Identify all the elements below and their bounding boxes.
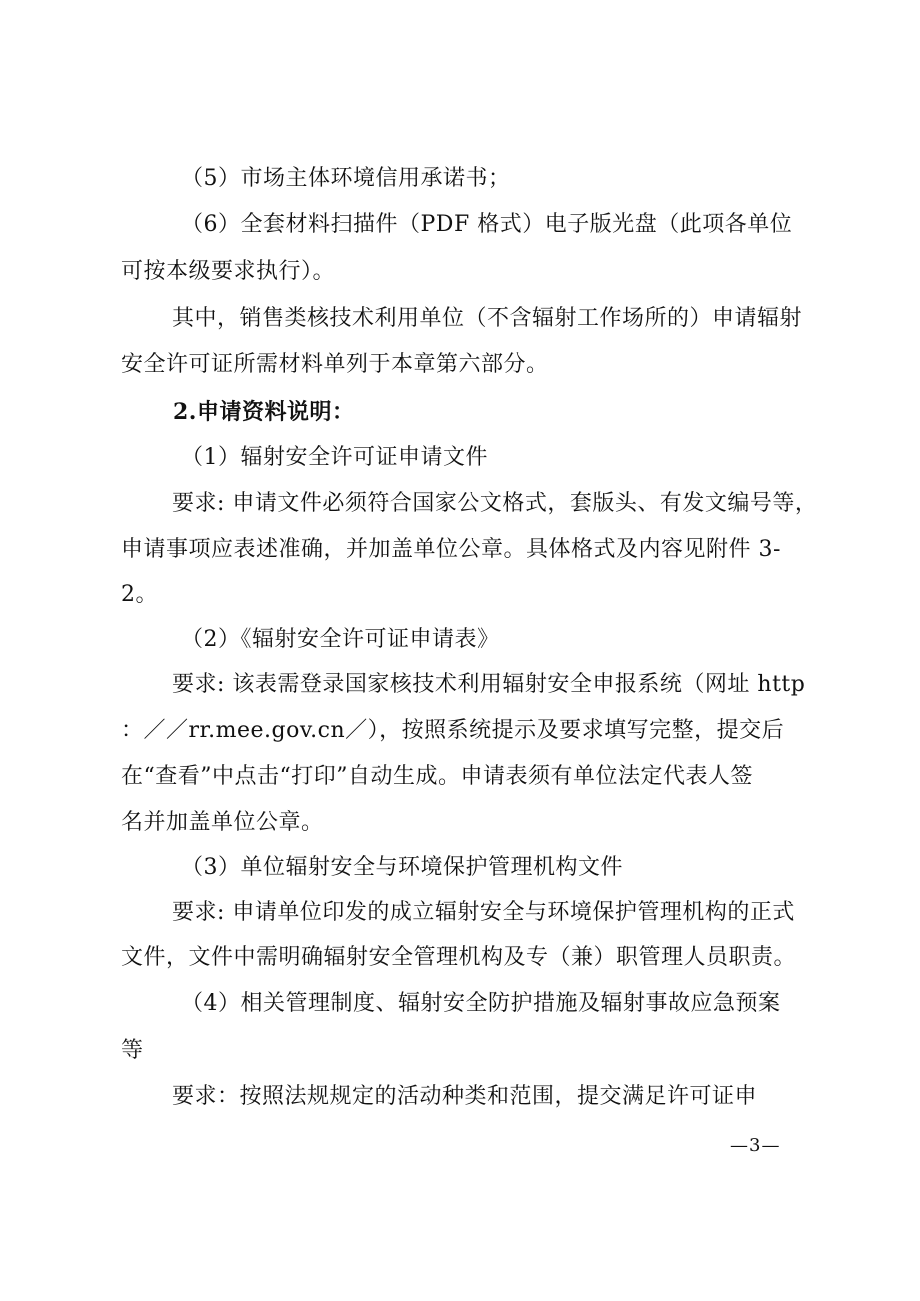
text-line-1: （5）市场主体环境信用承诺书； — [181, 166, 511, 191]
text-line-11: （2）《辐射安全许可证申请表》 — [181, 627, 500, 652]
page-number: —3— — [730, 1135, 781, 1156]
text-line-10: 2。 — [121, 582, 158, 607]
text-line-15: 名并加盖单位公章。 — [121, 810, 324, 835]
text-line-12: 要求: 该表需登录国家核技术利用辐射安全申报系统（网址 http — [172, 672, 806, 697]
text-line-8: 要求: 申请文件必须符合国家公文格式，套版头、有发文编号等， — [172, 491, 818, 516]
text-line-3: 可按本级要求执行）。 — [121, 259, 336, 284]
section-heading: 2.申请资料说明： — [173, 399, 355, 425]
text-line-21: 要求：按照法规规定的活动种类和范围，提交满足许可证申 — [172, 1084, 758, 1109]
text-line-19: （4）相关管理制度、辐射安全防护措施及辐射事故应急预案 — [181, 991, 781, 1016]
text-line-17: 要求: 申请单位印发的成立辐射安全与环境保护管理机构的正式 — [172, 900, 795, 925]
text-line-14: 在“查看”中点击“打印”自动生成。申请表须有单位法定代表人签 — [121, 764, 753, 789]
text-line-20: 等 — [121, 1038, 144, 1063]
text-line-5: 安全许可证所需材料单列于本章第六部分。 — [121, 352, 549, 377]
text-line-18: 文件，文件中需明确辐射安全管理机构及专（兼）职管理人员职责。 — [121, 945, 797, 970]
text-line-9: 申请事项应表述准确，并加盖单位公章。具体格式及内容见附件 3- — [121, 537, 781, 562]
text-line-7: （1）辐射安全许可证申请文件 — [181, 445, 488, 470]
text-line-16: （3）单位辐射安全与环境保护管理机构文件 — [181, 855, 623, 880]
text-line-2: （6）全套材料扫描件（PDF 格式）电子版光盘（此项各单位 — [181, 212, 793, 237]
text-line-4: 其中，销售类核技术利用单位（不含辐射工作场所的）申请辐射 — [172, 306, 803, 331]
text-line-13: ：／／rr.mee.gov.cn／），按照系统提示及要求填写完整，提交后 — [121, 718, 785, 743]
